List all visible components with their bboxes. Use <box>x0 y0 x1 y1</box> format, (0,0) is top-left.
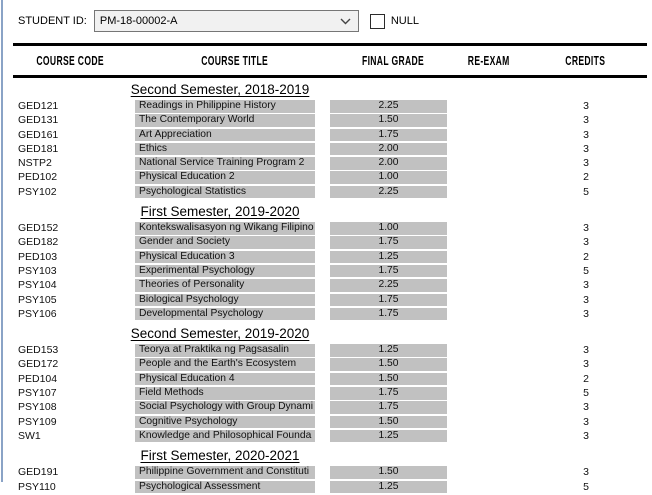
col-header-course-code: COURSE CODE <box>36 53 105 68</box>
credits-cell: 3 <box>583 293 589 306</box>
course-title-field[interactable]: National Service Training Program 2 <box>135 157 315 170</box>
course-title-field[interactable]: Readings in Philippine History <box>135 100 315 113</box>
final-grade-field[interactable]: 1.75 <box>330 387 447 400</box>
course-row <box>0 186 652 200</box>
final-grade-field[interactable]: 1.50 <box>330 416 447 429</box>
final-grade-field[interactable]: 1.25 <box>330 251 447 264</box>
course-title-field[interactable]: Physical Education 3 <box>135 251 315 264</box>
credits-cell: 2 <box>583 250 589 263</box>
course-code-cell: GED161 <box>18 128 59 141</box>
course-row <box>0 430 652 444</box>
course-row <box>0 416 652 430</box>
course-row <box>0 401 652 415</box>
course-title-field[interactable]: Theories of Personality <box>135 279 315 292</box>
course-row <box>0 100 652 114</box>
course-row <box>0 294 652 308</box>
credits-cell: 3 <box>583 358 589 371</box>
credits-cell: 3 <box>583 236 589 249</box>
course-title-field[interactable]: Physical Education 4 <box>135 373 315 386</box>
course-title-field[interactable]: Ethics <box>135 143 315 156</box>
course-title-field[interactable]: Teorya at Praktika ng Pagsasalin <box>135 344 315 357</box>
course-title-field[interactable]: Developmental Psychology <box>135 308 315 321</box>
null-label: NULL <box>390 15 419 27</box>
table-header-row <box>0 46 652 75</box>
course-row <box>0 114 652 128</box>
course-title-field[interactable]: Gender and Society <box>135 236 315 249</box>
final-grade-field[interactable]: 1.75 <box>330 308 447 321</box>
final-grade-field[interactable]: 1.00 <box>330 171 447 184</box>
credits-cell: 2 <box>583 372 589 385</box>
course-code-cell: NSTP2 <box>18 157 52 170</box>
semester-title: First Semester, 2019-2020 <box>140 204 300 220</box>
final-grade-field[interactable]: 2.00 <box>330 157 447 170</box>
final-grade-field[interactable]: 1.75 <box>330 265 447 278</box>
final-grade-field[interactable]: 1.25 <box>330 481 447 494</box>
course-code-cell: PSY106 <box>18 307 57 320</box>
final-grade-field[interactable]: 1.25 <box>330 344 447 357</box>
course-row <box>0 129 652 143</box>
credits-cell: 5 <box>583 264 589 277</box>
final-grade-field[interactable]: 1.75 <box>330 129 447 142</box>
course-code-cell: PSY109 <box>18 415 57 428</box>
credits-cell: 3 <box>583 222 589 235</box>
final-grade-field[interactable]: 1.50 <box>330 358 447 371</box>
course-row <box>0 251 652 265</box>
final-grade-field[interactable]: 2.25 <box>330 279 447 292</box>
course-code-cell: PED102 <box>18 171 58 184</box>
semester-title: First Semester, 2020-2021 <box>140 448 300 464</box>
semester-block <box>0 448 652 495</box>
credits-cell: 3 <box>583 466 589 479</box>
null-checkbox[interactable] <box>370 14 385 29</box>
course-title-field[interactable]: Psychological Statistics <box>135 186 315 199</box>
course-code-cell: PSY104 <box>18 279 57 292</box>
course-row <box>0 387 652 401</box>
credits-cell: 3 <box>583 142 589 155</box>
col-header-final-grade: FINAL GRADE <box>361 53 425 68</box>
semester-title: Second Semester, 2019-2020 <box>130 326 310 342</box>
course-row <box>0 157 652 171</box>
course-row <box>0 344 652 358</box>
course-title-field[interactable]: Knowledge and Philosophical Founda <box>135 430 315 443</box>
course-code-cell: GED121 <box>18 100 59 112</box>
course-title-field[interactable]: Psychological Assessment <box>135 481 315 494</box>
course-title-field[interactable]: People and the Earth's Ecosystem <box>135 358 315 371</box>
credits-cell: 3 <box>583 401 589 414</box>
col-header-course-title: COURSE TITLE <box>201 53 269 68</box>
course-row <box>0 466 652 480</box>
course-code-cell: PED104 <box>18 372 58 385</box>
semester-block <box>0 82 652 200</box>
course-code-cell: GED131 <box>18 114 59 127</box>
course-title-field[interactable]: Social Psychology with Group Dynami <box>135 401 315 414</box>
credits-cell: 3 <box>583 114 589 127</box>
course-code-cell: GED191 <box>18 466 59 479</box>
course-code-cell: GED172 <box>18 358 59 371</box>
course-code-cell: GED181 <box>18 142 59 155</box>
final-grade-field[interactable]: 1.50 <box>330 466 447 479</box>
course-code-cell: PED103 <box>18 250 58 263</box>
course-row <box>0 236 652 250</box>
course-row <box>0 358 652 372</box>
course-row <box>0 279 652 293</box>
course-title-field[interactable]: Kontekswalisasyon ng Wikang Filipino <box>135 222 315 235</box>
final-grade-field[interactable]: 2.00 <box>330 143 447 156</box>
credits-cell: 5 <box>583 387 589 400</box>
course-code-cell: GED152 <box>18 222 59 235</box>
credits-cell: 3 <box>583 429 589 442</box>
chevron-down-icon[interactable] <box>334 18 358 25</box>
course-code-cell: PSY102 <box>18 185 57 198</box>
final-grade-field[interactable]: 1.50 <box>330 114 447 127</box>
course-title-field[interactable]: Biological Psychology <box>135 294 315 307</box>
course-code-cell: SW1 <box>18 429 41 442</box>
course-title-field[interactable]: Cognitive Psychology <box>135 416 315 429</box>
course-row <box>0 171 652 185</box>
course-title-field[interactable]: Experimental Psychology <box>135 265 315 278</box>
record-selector-bar <box>0 0 652 33</box>
course-code-cell: GED182 <box>18 236 59 249</box>
course-code-cell: PSY105 <box>18 293 57 306</box>
final-grade-field[interactable]: 1.00 <box>330 222 447 235</box>
course-title-field[interactable]: Art Appreciation <box>135 129 315 142</box>
course-row <box>0 308 652 322</box>
final-grade-field[interactable]: 1.25 <box>330 430 447 443</box>
credits-cell: 3 <box>583 279 589 292</box>
credits-cell: 2 <box>583 171 589 184</box>
final-grade-field[interactable]: 2.25 <box>330 100 447 113</box>
final-grade-field[interactable]: 1.50 <box>330 373 447 386</box>
course-title-field[interactable]: Physical Education 2 <box>135 171 315 184</box>
credits-cell: 3 <box>583 344 589 357</box>
credits-cell: 5 <box>583 480 589 493</box>
student-id-value: PM-18-00002-A <box>99 15 178 27</box>
final-grade-field[interactable]: 1.75 <box>330 236 447 249</box>
final-grade-field[interactable]: 1.75 <box>330 401 447 414</box>
col-header-credits: CREDITS <box>565 53 605 68</box>
course-row <box>0 481 652 495</box>
course-row <box>0 265 652 279</box>
course-code-cell: PSY107 <box>18 387 57 400</box>
table-header-rule <box>13 75 647 78</box>
course-row <box>0 222 652 236</box>
course-title-field[interactable]: The Contemporary World <box>135 114 315 127</box>
course-code-cell: GED153 <box>18 344 59 357</box>
student-id-combobox[interactable] <box>94 10 359 32</box>
course-title-field[interactable]: Field Methods <box>135 387 315 400</box>
credits-cell: 3 <box>583 415 589 428</box>
credits-cell: 3 <box>583 307 589 320</box>
semester-block <box>0 326 652 444</box>
course-code-cell: PSY108 <box>18 401 57 414</box>
grade-table-body <box>0 82 652 495</box>
course-row <box>0 143 652 157</box>
final-grade-field[interactable]: 2.25 <box>330 186 447 199</box>
course-code-cell: PSY110 <box>18 480 56 493</box>
credits-cell: 3 <box>583 100 589 112</box>
credits-cell: 5 <box>583 185 589 198</box>
course-row <box>0 373 652 387</box>
semester-title: Second Semester, 2018-2019 <box>130 82 310 97</box>
student-id-label: STUDENT ID: <box>18 15 87 27</box>
credits-cell: 3 <box>583 128 589 141</box>
final-grade-field[interactable]: 1.75 <box>330 294 447 307</box>
col-header-re-exam: RE-EXAM <box>468 53 510 68</box>
semester-block <box>0 204 652 322</box>
course-code-cell: PSY103 <box>18 264 57 277</box>
course-title-field[interactable]: Philippine Government and Constituti <box>135 466 315 479</box>
credits-cell: 3 <box>583 157 589 170</box>
